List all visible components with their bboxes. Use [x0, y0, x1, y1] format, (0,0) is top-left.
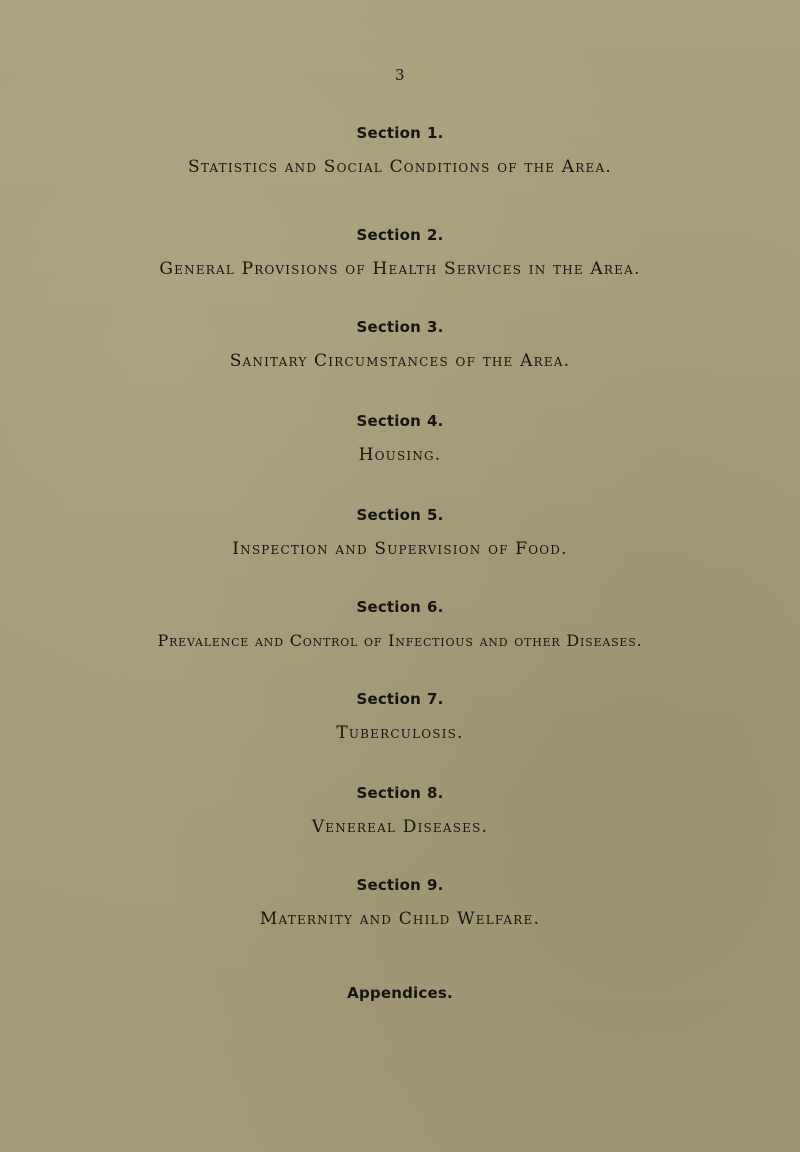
section-title: Sanitary Circumstances of the Area.: [229, 351, 571, 371]
section-5: [0, 506, 800, 560]
section-title: Inspection and Supervision of Food.: [232, 539, 568, 559]
section-number: 1.: [427, 124, 444, 142]
section-word: Section: [356, 784, 422, 802]
section-heading: [0, 226, 800, 244]
page-number: 3: [394, 66, 406, 84]
section-number: 9.: [427, 876, 444, 894]
section-heading: [0, 412, 800, 430]
section-title: Tuberculosis.: [336, 723, 464, 743]
section-number: 4.: [427, 412, 444, 430]
section-title: Maternity and Child Welfare.: [259, 909, 541, 929]
section-number: 7.: [427, 690, 444, 708]
section-word: Section: [356, 876, 422, 894]
appendices-heading: Appendices.: [347, 984, 453, 1002]
section-title: Prevalence and Control of Infectious and other Diseases.: [157, 631, 643, 650]
section-number: 2.: [427, 226, 444, 244]
section-number: 5.: [427, 506, 444, 524]
section-heading: [0, 876, 800, 894]
section-1: [0, 124, 800, 178]
section-word: Section: [356, 124, 422, 142]
section-heading: [0, 318, 800, 336]
section-heading: [0, 598, 800, 616]
section-word: Section: [356, 226, 422, 244]
section-9: [0, 876, 800, 930]
section-heading: [0, 506, 800, 524]
section-3: [0, 318, 800, 372]
section-title: Statistics and Social Conditions of the Area.: [188, 157, 612, 177]
section-7: [0, 690, 800, 744]
section-number: 3.: [427, 318, 444, 336]
section-word: Section: [356, 506, 422, 524]
section-word: Section: [356, 598, 422, 616]
section-title: Venereal Diseases.: [311, 817, 489, 837]
section-8: [0, 784, 800, 838]
section-4: [0, 412, 800, 466]
section-word: Section: [356, 412, 422, 430]
section-title: General Provisions of Health Services in the Area.: [159, 259, 641, 279]
section-word: Section: [356, 690, 422, 708]
section-word: Section: [356, 318, 422, 336]
section-6: [0, 598, 800, 652]
section-heading: [0, 124, 800, 142]
section-title: Housing.: [358, 445, 442, 465]
section-heading: [0, 784, 800, 802]
section-number: 6.: [427, 598, 444, 616]
section-heading: [0, 690, 800, 708]
section-number: 8.: [427, 784, 444, 802]
section-2: [0, 226, 800, 280]
